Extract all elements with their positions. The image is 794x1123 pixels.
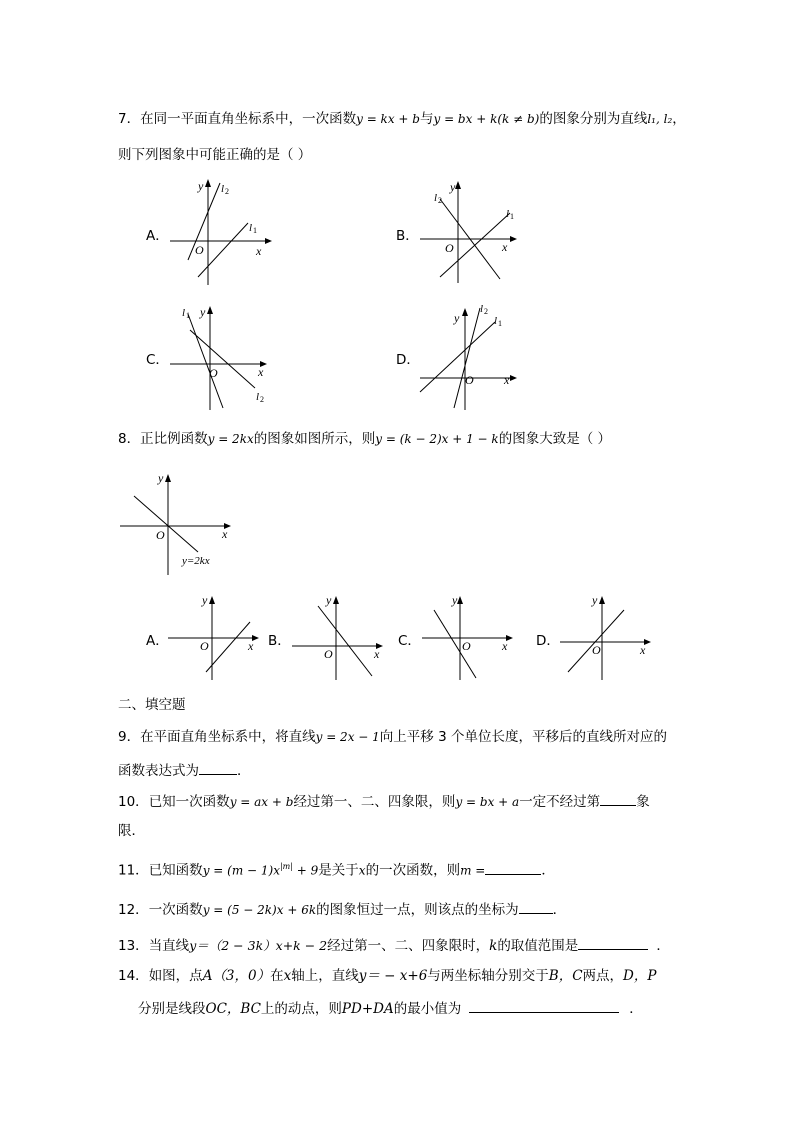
svg-text:O: O — [445, 241, 454, 255]
svg-text:O: O — [156, 528, 165, 542]
svg-text:O: O — [462, 639, 471, 653]
svg-text:1: 1 — [186, 311, 190, 320]
svg-text:l: l — [494, 315, 498, 327]
q8-graph-c — [420, 592, 520, 682]
svg-text:l: l — [480, 303, 484, 315]
q7-graph-c — [160, 300, 285, 415]
svg-text:x: x — [502, 639, 508, 653]
svg-text:2: 2 — [260, 395, 264, 404]
q9-line2: 函数表达式为 ． — [118, 760, 251, 780]
svg-text:x: x — [504, 373, 510, 387]
q14-answer-blank[interactable] — [469, 998, 619, 1013]
q7-option-b: B． — [396, 228, 419, 244]
svg-text:y: y — [202, 593, 208, 607]
svg-text:y: y — [326, 593, 332, 607]
svg-text:x: x — [374, 647, 380, 661]
svg-text:l: l — [221, 183, 225, 195]
svg-text:2: 2 — [438, 196, 442, 205]
svg-text:l: l — [434, 192, 438, 204]
q8-option-b: B． — [268, 633, 291, 649]
q10-line2: 限． — [118, 823, 145, 839]
svg-text:1: 1 — [498, 319, 502, 328]
q11-answer-blank[interactable] — [485, 860, 541, 875]
q8-main-graph — [118, 470, 248, 580]
q13-line: 13．当直线y＝（2 − 3k）x+k − 2经过第一、二、四象限时，k的取值范围是 ． — [118, 935, 670, 955]
q14-line1: 14．如图，点A（3，0）在x轴上，直线y＝ − x+6与两坐标轴分别交于B，C两点，D，P — [118, 968, 657, 984]
q11-line: 11．已知函数$y = (m - 1)x^{|m|} + 9$是关于x的一次函数，则m = ． — [118, 858, 555, 880]
q8-line1: 8．正比例函数y = 2kx的图象如图所示，则y = (k − 2)x + 1 − k的图象大致是（ ） — [118, 431, 611, 447]
svg-text:x: x — [248, 639, 254, 653]
q8-option-a: A． — [146, 633, 169, 649]
svg-text:y: y — [452, 593, 458, 607]
svg-text:x: x — [256, 244, 262, 258]
q10-line1: 10．已知一次函数y = ax + b经过第一、二、四象限，则y = bx + a一定不经过第 象 — [118, 791, 650, 811]
q7-line2: 则下列图象中可能正确的是（ ） — [118, 147, 312, 163]
svg-text:y: y — [158, 471, 164, 485]
q8-option-c: C． — [398, 633, 421, 649]
svg-text:O: O — [195, 243, 204, 257]
q7-option-d: D． — [396, 352, 420, 368]
q7-graph-d — [410, 300, 535, 415]
q9-line1: 9．在平面直角坐标系中，将直线y = 2x − 1向上平移 3 个单位长度，平移后的直线所对应的 — [118, 729, 667, 745]
svg-text:x: x — [222, 527, 228, 541]
svg-text:O: O — [592, 643, 601, 657]
svg-text:O: O — [200, 639, 209, 653]
svg-text:x: x — [640, 643, 646, 657]
svg-text:O: O — [209, 366, 218, 380]
q8-option-d: D． — [536, 633, 560, 649]
svg-text:y: y — [198, 179, 204, 193]
svg-text:l: l — [256, 391, 260, 403]
svg-text:y: y — [200, 305, 206, 319]
svg-text:l: l — [506, 208, 510, 220]
svg-text:1: 1 — [253, 226, 257, 235]
q7-graph-b — [410, 175, 530, 290]
q9-answer-blank[interactable] — [199, 760, 237, 775]
q8-graph-b — [290, 592, 390, 682]
q12-line: 12．一次函数y = (5 − 2k)x + 6k的图象恒过一点，则该点的坐标为 ． — [118, 899, 566, 919]
q7-option-c: C． — [146, 352, 169, 368]
q7-option-a: A． — [146, 228, 169, 244]
q8-graph-d — [558, 592, 658, 682]
svg-text:O: O — [465, 373, 474, 387]
svg-text:2: 2 — [225, 187, 229, 196]
section-heading: 二、填空题 — [118, 697, 186, 713]
q12-answer-blank[interactable] — [519, 899, 553, 914]
svg-text:O: O — [324, 647, 333, 661]
svg-text:x: x — [258, 365, 264, 379]
q8-graph-a — [166, 592, 266, 682]
svg-text:y: y — [450, 180, 456, 194]
svg-text:1: 1 — [510, 212, 514, 221]
svg-text:y: y — [592, 593, 598, 607]
q10-answer-blank[interactable] — [600, 791, 636, 806]
svg-text:2: 2 — [484, 307, 488, 316]
svg-text:l: l — [182, 307, 186, 319]
svg-text:y: y — [454, 311, 460, 325]
q7-graph-a — [160, 175, 280, 290]
q7-line1: 7．在同一平面直角坐标系中，一次函数y = kx + b与y = bx + k(k ≠ b)的图象分别为直线l₁, l₂， — [118, 111, 686, 127]
svg-text:x: x — [502, 240, 508, 254]
q14-line2: 分别是线段OC，BC上的动点，则PD+DA的最小值为 ． — [138, 998, 643, 1018]
q13-answer-blank[interactable] — [578, 935, 648, 950]
svg-text:l: l — [249, 222, 253, 234]
q8-graph-label: y=2kx — [182, 555, 210, 567]
